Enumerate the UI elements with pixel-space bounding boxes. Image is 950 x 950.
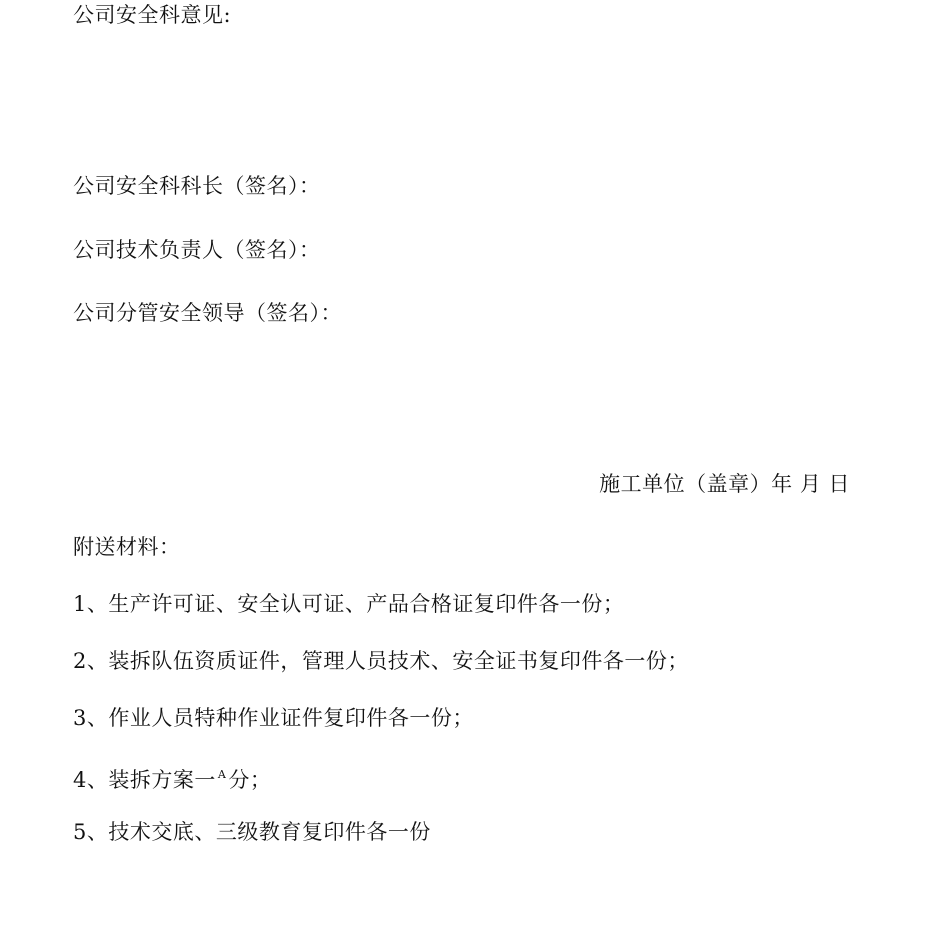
attachment-item-4-suffix: 分； — [228, 768, 272, 792]
attachment-item-4 — [73, 761, 271, 794]
signature-tech-lead: 公司技术负责人（签名）： — [73, 238, 321, 262]
attachment-item-4-prefix: 4、装拆方案一 — [73, 768, 216, 792]
signature-safety-leader: 公司分管安全领导（签名）： — [73, 301, 342, 325]
attachment-item-4-mark: A — [217, 768, 227, 781]
attachment-item-1: 1、生产许可证、安全认可证、产品合格证复印件各一份； — [73, 592, 625, 616]
attachment-item-5: 5、技术交底、三级教育复印件各一份 — [73, 820, 431, 844]
stamp-date-line: 施工单位（盖章）年 月 日 — [599, 472, 850, 496]
attachments-heading: 附送材料： — [73, 535, 181, 559]
signature-section-chief: 公司安全科科长（签名）： — [73, 174, 321, 198]
attachment-item-2: 2、装拆队伍资质证件，管理人员技术、安全证书复印件各一份； — [73, 649, 689, 673]
opinion-heading: 公司安全科意见: — [73, 3, 232, 27]
attachment-item-3: 3、作业人员特种作业证件复印件各一份； — [73, 706, 474, 730]
